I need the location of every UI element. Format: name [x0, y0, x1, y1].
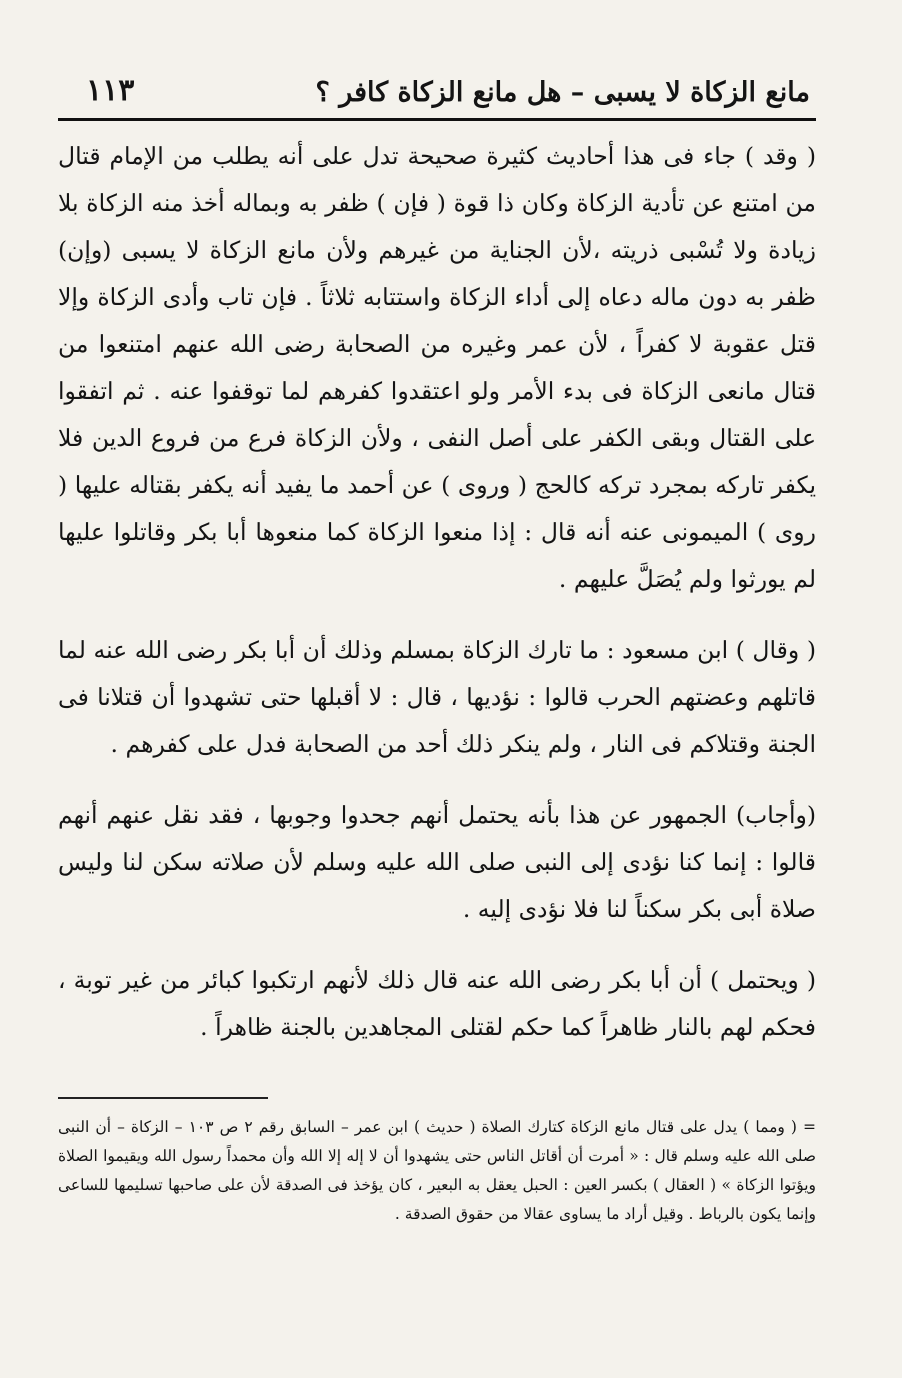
footnote: = ( ومما ) يدل على قتال مانع الزكاة كتارك الصلاة ( حديث ) ابن عمر – السابق رقم ٢ ص ١٠٣ – الزكاة – أن النبى صلى الله عليه وسلم قال : « أمرت أن أقاتل الناس حتى يشهدوا أن لا إله إلا الله وأن محمداً رسول الله ويقيموا الصلاة ويؤتوا الزكاة » ( العقال ) بكسر العين : الحبل يعقل به البعير ، كان يؤخذ فى الصدقة لأن على صاحبها تسليمها للساعى وإنما يكون بالرباط . وقيل أراد ما يساوى عقالا من حقوق الصدقة .: [58, 1118, 817, 1223]
body-text: [58, 133, 816, 1051]
running-header: [58, 64, 816, 114]
footnote-rule: [58, 1097, 268, 1099]
paragraph: (وأجاب) الجمهور عن هذا بأنه يحتمل أنهم جحدوا وجوبها ، فقد نقل عنهم أنهم قالوا : إنما كنا نؤدى إلى النبى صلى الله عليه وسلم لأن صلاته سكن لنا وليس صلاة أبى بكر سكناً لنا فلا نؤدى إليه .: [58, 801, 816, 923]
header-rule: [58, 118, 816, 121]
paragraph: ( وقد ) جاء فى هذا أحاديث كثيرة صحيحة تدل على أنه يطلب من الإمام قتال من امتنع عن تأدية الزكاة وكان ذا قوة ( فإن ) ظفر به وبماله أخذ منه الزكاة بلا زيادة ولا تُسْبى ذريته ،لأن الجناية من غيرهم ولأن مانع الزكاة لا يسبى (وإن) ظفر به دون ماله دعاه إلى أداء الزكاة واستتابه ثلاثاً . فإن تاب وأدى الزكاة وإلا قتل عقوبة لا كفراً ، لأن عمر وغيره من الصحابة رضى الله عنهم امتنعوا من قتال مانعى الزكاة فى بدء الأمر ولو اعتقدوا كفرهم لما توقفوا عنه . ثم اتفقوا على القتال وبقى الكفر على أصل النفى ، ولأن الزكاة فرع من فروع الدين فلا يكفر تاركه بمجرد تركه كالحج ( وروى ) عن أحمد ما يفيد أنه يكفر بقتاله عليها ( روى ) الميمونى عنه أنه قال : إذا منعوا الزكاة كما منعوها أبا بكر وقاتلوا عليها لم يورثوا ولم يُصَلَّ عليهم .: [58, 142, 816, 593]
paragraph: ( وقال ) ابن مسعود : ما تارك الزكاة بمسلم وذلك أن أبا بكر رضى الله عنه لما قاتلهم وعضتهم الحرب قالوا : نؤديها ، قال : لا أقبلها حتى تشهدوا أن قتلانا فى الجنة وقتلاكم فى النار ، ولم ينكر ذلك أحد من الصحابة فدل على كفرهم .: [58, 636, 816, 758]
page-number: ١١٣: [86, 73, 135, 108]
paragraph: ( ويحتمل ) أن أبا بكر رضى الله عنه قال ذلك لأنهم ارتكبوا كبائر من غير توبة ، فحكم لهم بالنار ظاهراً كما حكم لقتلى المجاهدين بالجنة ظاهراً .: [58, 966, 816, 1041]
running-title: مانع الزكاة لا يسبى – هل مانع الزكاة كافر ؟: [315, 77, 810, 108]
